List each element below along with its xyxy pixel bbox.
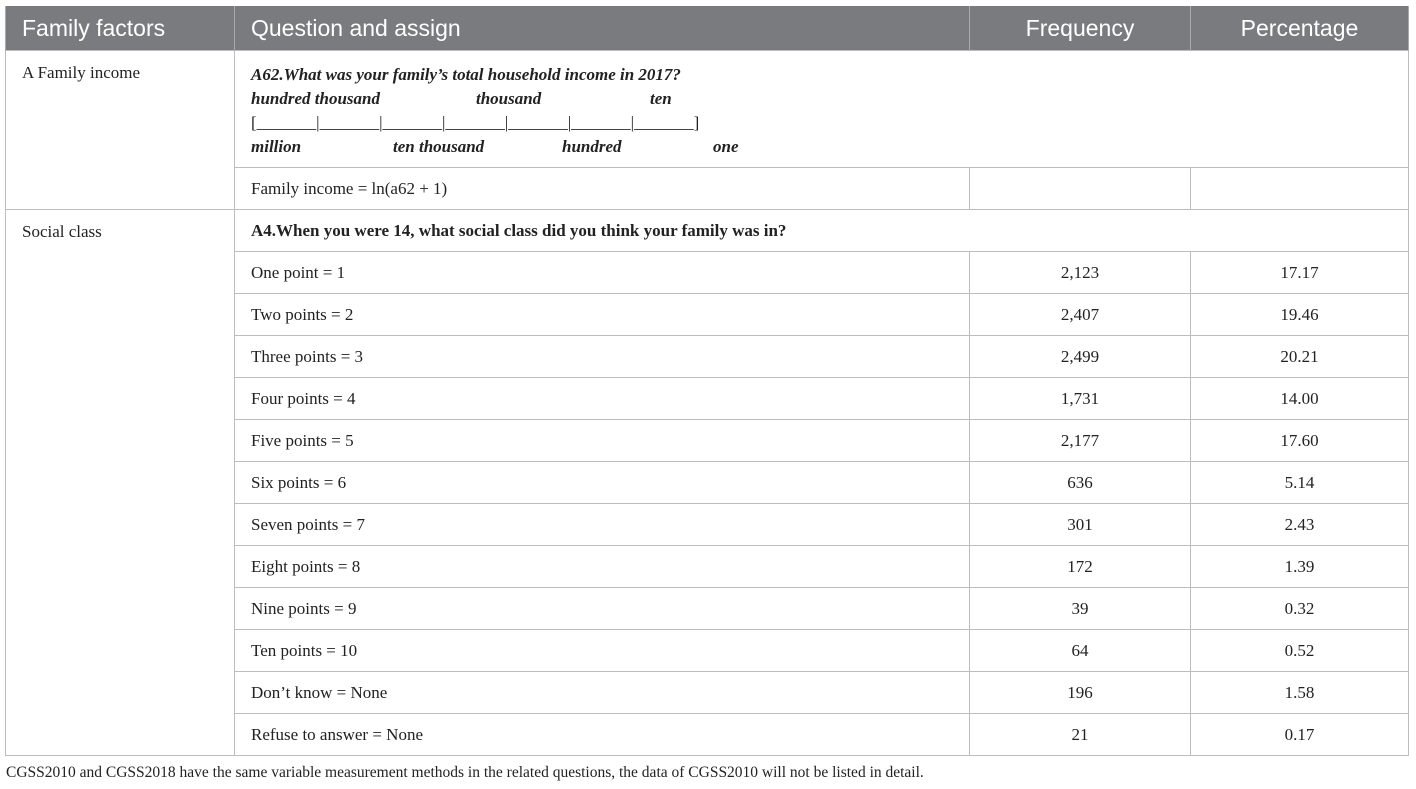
unit-one: one [713,137,739,156]
row-percentage: 1.39 [1191,546,1409,588]
row-label: Four points = 4 [235,378,970,420]
income-lower-units [251,135,1392,159]
row-frequency: 21 [970,714,1191,756]
header-frequency: Frequency [970,6,1191,51]
row-percentage: 14.00 [1191,378,1409,420]
row-percentage: 0.52 [1191,630,1409,672]
unit-million: million [251,137,302,156]
row-label: Refuse to answer = None [235,714,970,756]
row-label: Eight points = 8 [235,546,970,588]
row-frequency: 2,499 [970,336,1191,378]
row-percentage: 2.43 [1191,504,1409,546]
row-percentage: 17.60 [1191,420,1409,462]
income-formula: Family income = ln(a62 + 1) [235,168,970,210]
header-question: Question and assign [235,6,970,51]
row-label: Two points = 2 [235,294,970,336]
unit-ten-thousand: ten thousand [393,137,485,156]
row-percentage: 5.14 [1191,462,1409,504]
row-label: Nine points = 9 [235,588,970,630]
row-percentage: 1.58 [1191,672,1409,714]
row-label: Three points = 3 [235,336,970,378]
row-frequency: 301 [970,504,1191,546]
row-percentage: 0.17 [1191,714,1409,756]
income-percentage-empty [1191,168,1409,210]
social-question-row [6,210,1409,252]
row-label: Don’t know = None [235,672,970,714]
social-question: A4.When you were 14, what social class did you think your family was in? [235,210,1409,252]
unit-thousand: thousand [476,89,542,108]
row-label: One point = 1 [235,252,970,294]
row-percentage: 20.21 [1191,336,1409,378]
factor-family-income: A Family income [6,51,235,210]
income-question: A62.What was your family’s total household income in 2017? [251,65,681,84]
unit-ten: ten [650,89,672,108]
income-upper-units [251,87,1392,111]
family-factors-table [5,6,1409,756]
table-footnote: CGSS2010 and CGSS2018 have the same variable measurement methods in the related questions, the data of CGSS2010 will not be listed in detail. [6,764,924,781]
income-digit-blanks: [_______|_______|_______|_______|_______|_______|_______] [251,113,700,132]
row-frequency: 2,177 [970,420,1191,462]
header-row [6,6,1409,51]
unit-hundred-thousand: hundred thousand [251,89,380,108]
factor-social-class: Social class [6,210,235,756]
income-question-cell [235,51,1409,168]
row-frequency: 636 [970,462,1191,504]
income-frequency-empty [970,168,1191,210]
row-frequency: 64 [970,630,1191,672]
row-label: Ten points = 10 [235,630,970,672]
row-percentage: 17.17 [1191,252,1409,294]
income-question-row [6,51,1409,168]
row-frequency: 2,123 [970,252,1191,294]
row-frequency: 1,731 [970,378,1191,420]
row-percentage: 0.32 [1191,588,1409,630]
row-label: Seven points = 7 [235,504,970,546]
unit-hundred: hundred [562,137,622,156]
row-frequency: 172 [970,546,1191,588]
row-percentage: 19.46 [1191,294,1409,336]
header-family-factors: Family factors [6,6,235,51]
row-label: Six points = 6 [235,462,970,504]
row-frequency: 39 [970,588,1191,630]
row-label: Five points = 5 [235,420,970,462]
header-percentage: Percentage [1191,6,1409,51]
row-frequency: 196 [970,672,1191,714]
row-frequency: 2,407 [970,294,1191,336]
